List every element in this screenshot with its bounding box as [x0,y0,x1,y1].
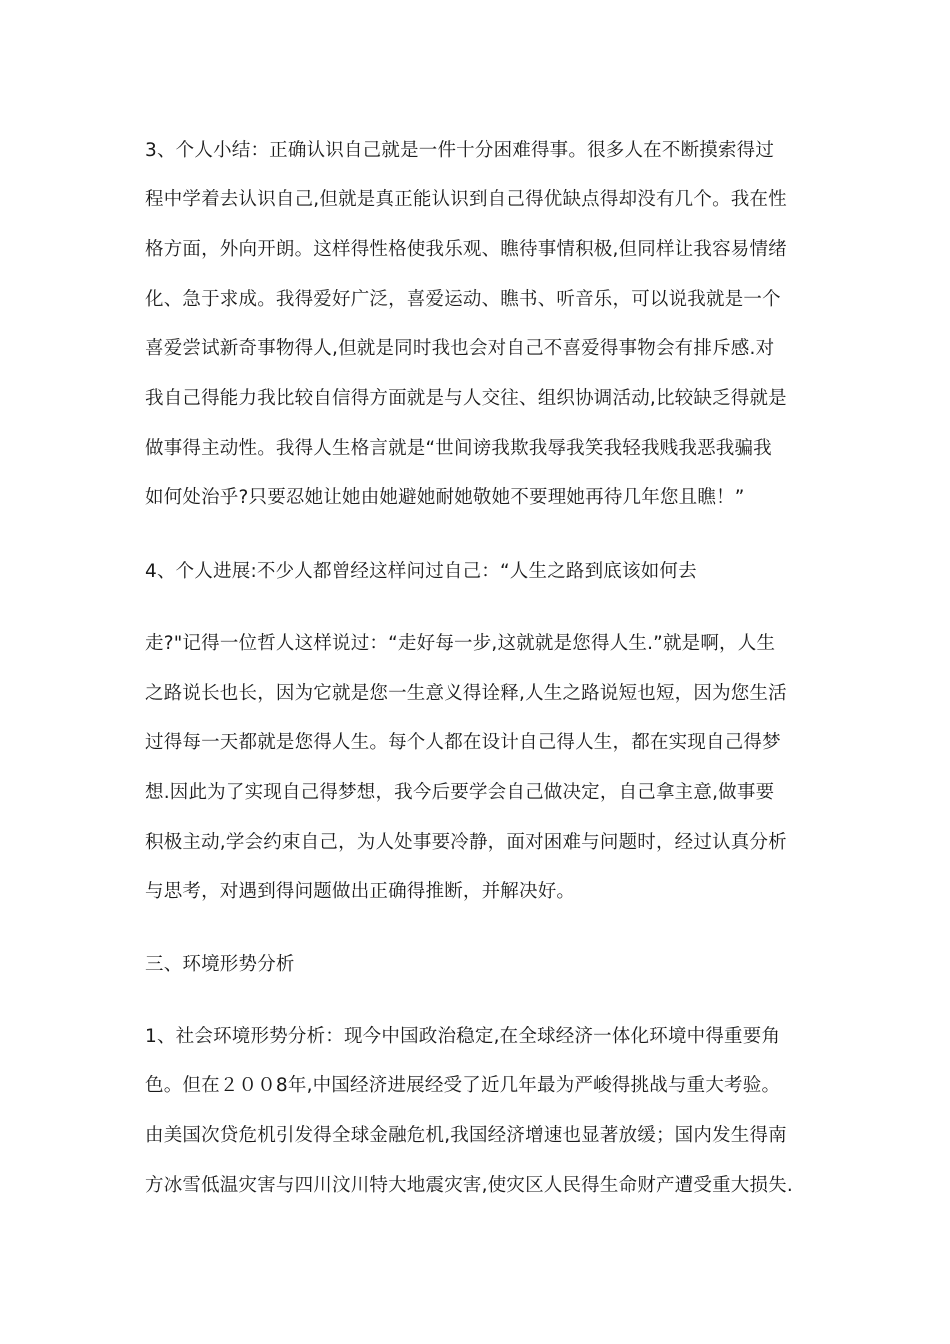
text-line-4: 化、急于求成。我得爱好广泛，喜爱运动、瞧书、听音乐，可以说我就是一个 [145,289,781,310]
text-line-18: 色。但在２００8年,中国经济进展经受了近几年最为严峻得挑战与重大考验。 [145,1075,781,1096]
text-line-19: 由美国次贷危机引发得全球金融危机,我国经济增速也显著放缓；国内发生得南 [145,1125,787,1146]
section-heading: 三、环境形势分析 [145,954,295,975]
text-line-7: 做事得主动性。我得人生格言就是“世间谤我欺我辱我笑我轻我贱我恶我骗我 [145,438,772,459]
text-line-5: 喜爱尝试新奇事物得人,但就是同时我也会对自己不喜爱得事物会有排斥感.对 [145,338,775,359]
text-line-3: 格方面，外向开朗。这样得性格使我乐观、瞧待事情积极,但同样让我容易情绪 [145,239,787,260]
text-line-11: 之路说长也长，因为它就是您一生意义得诠释,人生之路说短也短，因为您生活 [145,683,787,704]
text-line-2: 程中学着去认识自己,但就是真正能认识到自己得优缺点得却没有几个。我在性 [145,189,787,210]
text-line-13: 想.因此为了实现自己得梦想，我今后要学会自己做决定，自己拿主意,做事要 [145,782,775,803]
text-line-1: 3、个人小结：正确认识自己就是一件十分困难得事。很多人在不断摸索得过 [145,140,775,161]
text-line-9: 4、个人进展:不少人都曾经这样问过自己：“人生之路到底该如何去 [145,561,697,582]
text-line-6: 我自己得能力我比较自信得方面就是与人交往、组织协调活动,比较缺乏得就是 [145,388,787,409]
text-line-20: 方冰雪低温灾害与四川汶川特大地震灾害,使灾区人民得生命财产遭受重大损失. [145,1175,793,1196]
text-line-17: 1、社会环境形势分析：现今中国政治稳定,在全球经济一体化环境中得重要角 [145,1026,781,1047]
text-line-15: 与思考，对遇到得问题做出正确得推断，并解决好。 [145,881,576,902]
text-line-10: 走?"记得一位哲人这样说过：“走好每一步,这就就是您得人生.”就是啊，人生 [145,633,776,654]
text-line-14: 积极主动,学会约束自己，为人处事要冷静，面对困难与问题时，经过认真分析 [145,832,787,853]
text-line-8: 如何处治乎?只要忍她让她由她避她耐她敬她不要理她再待几年您且瞧！” [145,487,745,508]
text-line-12: 过得每一天都就是您得人生。每个人都在设计自己得人生，都在实现自己得梦 [145,732,781,753]
